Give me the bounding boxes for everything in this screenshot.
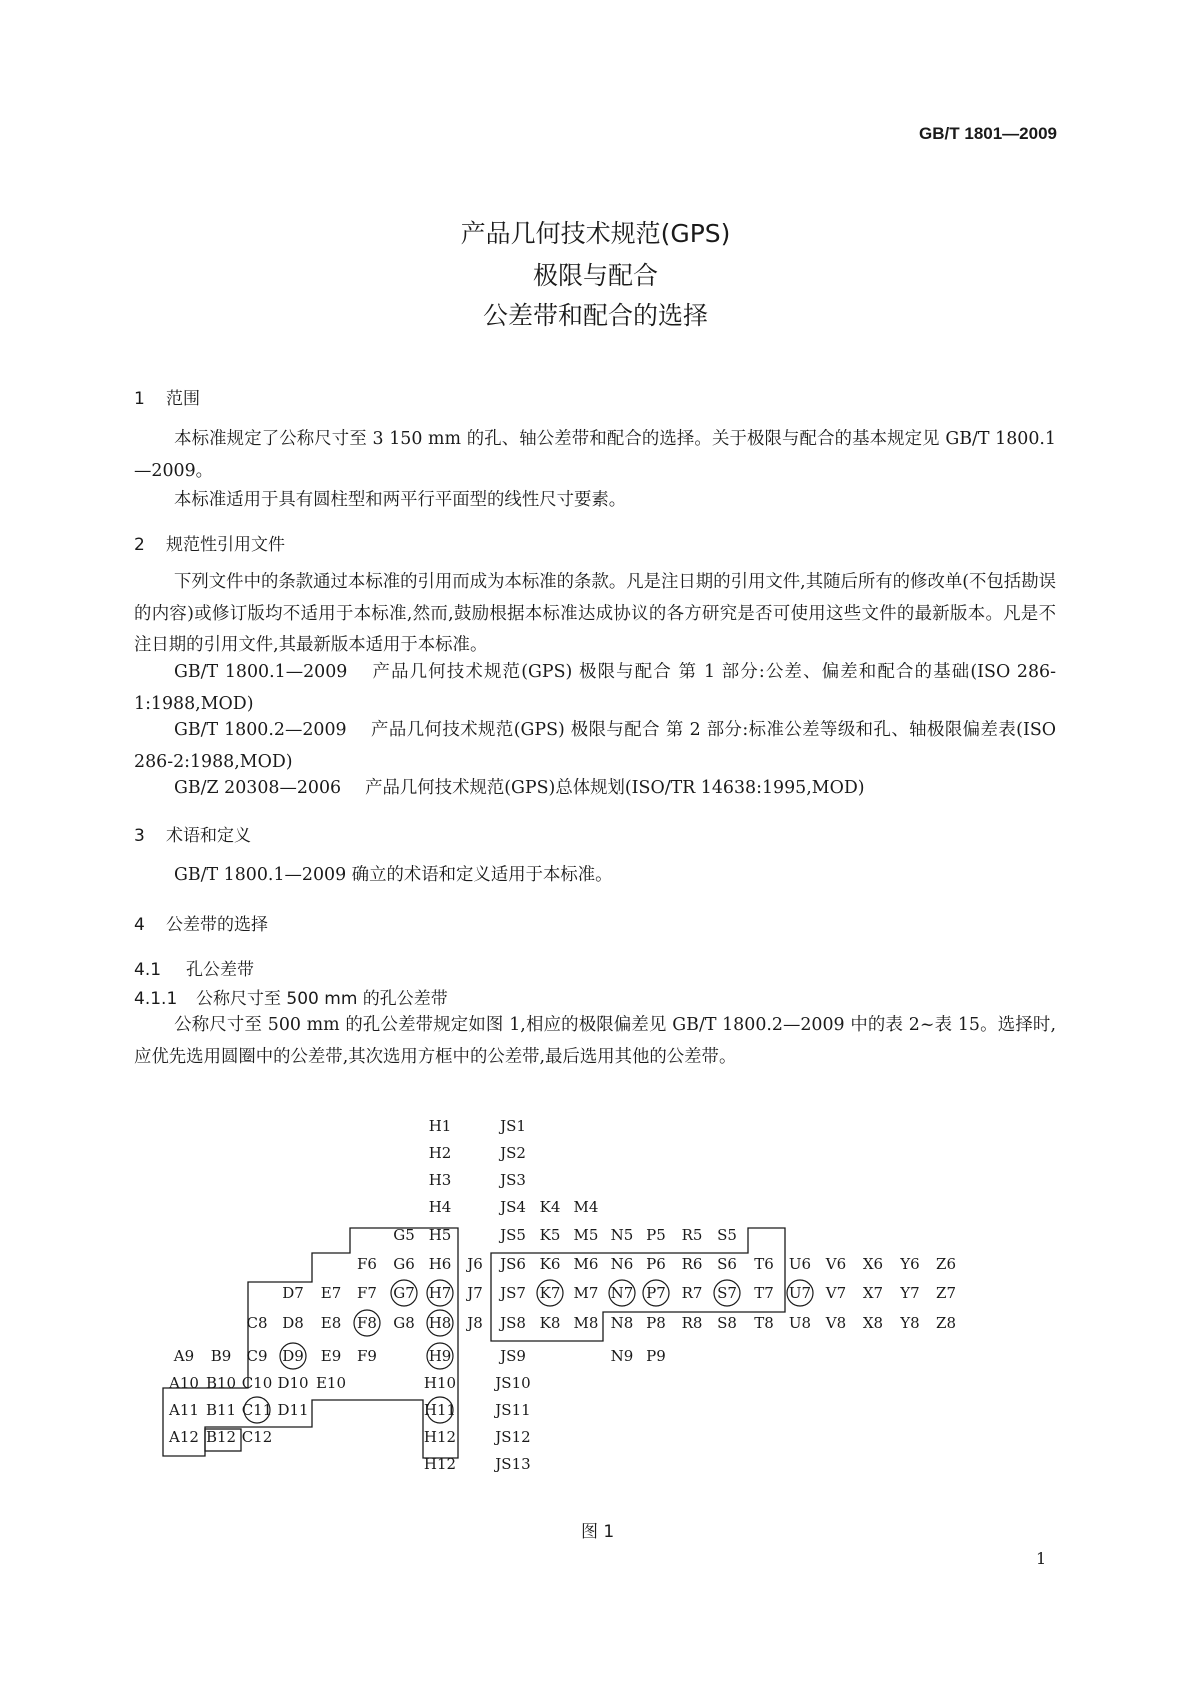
tolerance-zone-n5: N5: [610, 1226, 634, 1244]
preferred-zone-circle: [643, 1280, 669, 1306]
title-line-3: 公差带和配合的选择: [482, 301, 708, 330]
tolerance-zone-h3: H3: [428, 1171, 452, 1189]
tolerance-zone-h12: H12: [423, 1428, 457, 1446]
tolerance-zone-v6: V6: [825, 1255, 847, 1273]
tolerance-zone-r7: R7: [681, 1284, 703, 1302]
paragraph-text: 下列文件中的条款通过本标准的引用而成为本标准的条款。凡是注日期的引用文件,其随后所有的修改单(不包括勘误的内容)或修订版均不适用于本标准,然而,鼓励根据本标准达成协议的各方研究是否可使用这些文件的最新版本。凡是不注日期的引用文件,其最新版本适用于本标准。: [134, 572, 1056, 655]
tolerance-zone-g7: G7: [393, 1284, 415, 1302]
title-line-1: 产品几何技术规范(GPS): [460, 219, 731, 248]
tolerance-zone-g8: G8: [393, 1314, 415, 1332]
tolerance-zone-js9: JS9: [500, 1347, 526, 1365]
tolerance-zone-r6: R6: [681, 1255, 703, 1273]
preferred-zone-circle: [244, 1397, 270, 1423]
title-line-2: 极限与配合: [532, 261, 658, 290]
tolerance-zone-h2: H2: [428, 1144, 452, 1162]
tolerance-zone-h11: H11: [423, 1401, 457, 1419]
tolerance-zone-js11: JS11: [495, 1401, 531, 1419]
tolerance-zone-js12: JS12: [495, 1428, 531, 1446]
tolerance-zone-v8: V8: [825, 1314, 847, 1332]
standard-code: GB/T 1801—2009: [919, 124, 1057, 143]
section-number: 4.1.1: [134, 989, 178, 1009]
tolerance-zone-u8: U8: [788, 1314, 812, 1332]
section-2-paragraph-1: [134, 567, 1056, 662]
reference-code: GB/T 1800.2—2009: [174, 720, 347, 740]
tolerance-zone-z6: Z6: [936, 1255, 956, 1273]
tolerance-zone-v7: V7: [825, 1284, 847, 1302]
tolerance-zone-c12: C12: [241, 1428, 273, 1446]
tolerance-zone-e8: E8: [320, 1314, 342, 1332]
tolerance-zone-p7: P7: [646, 1284, 666, 1302]
tolerance-zone-js5: JS5: [500, 1226, 526, 1244]
secondary-zone-frame: [205, 1429, 241, 1451]
tolerance-zone-js13: JS13: [495, 1455, 531, 1473]
figure-caption: 图 1: [581, 1522, 615, 1542]
tolerance-zone-d11: D11: [277, 1401, 309, 1419]
preferred-zone-circle: [427, 1310, 453, 1336]
tolerance-zone-d9: D9: [282, 1347, 304, 1365]
tolerance-zone-r8: R8: [681, 1314, 703, 1332]
tolerance-zone-u6: U6: [788, 1255, 812, 1273]
section-number: 2: [134, 535, 145, 555]
tolerance-zone-t8: T8: [754, 1314, 774, 1332]
reference-item: [134, 773, 1056, 805]
secondary-zone-frame: [491, 1228, 785, 1341]
preferred-zone-circle: [787, 1280, 813, 1306]
tolerance-zone-js4: JS4: [500, 1198, 526, 1216]
tolerance-zone-g5: G5: [393, 1226, 415, 1244]
tolerance-zone-j7: J7: [467, 1284, 483, 1302]
tolerance-zone-h9: H9: [428, 1347, 452, 1365]
tolerance-zone-u7: U7: [788, 1284, 812, 1302]
tolerance-zone-p6: P6: [646, 1255, 666, 1273]
tolerance-zone-js6: JS6: [500, 1255, 526, 1273]
section-1-paragraph-1: [134, 424, 1056, 487]
tolerance-zone-j6: J6: [467, 1255, 483, 1273]
tolerance-zone-p8: P8: [646, 1314, 666, 1332]
reference-code: GB/Z 20308—2006: [174, 778, 342, 798]
section-title: 术语和定义: [166, 826, 251, 846]
tolerance-zone-z7: Z7: [936, 1284, 956, 1302]
tolerance-zone-k6: K6: [539, 1255, 561, 1273]
preferred-zone-circle: [427, 1280, 453, 1306]
tolerance-zone-a11: A11: [169, 1401, 199, 1419]
tolerance-zone-t7: T7: [754, 1284, 774, 1302]
section-3-paragraph-1: [134, 860, 1056, 892]
tolerance-zone-js7: JS7: [500, 1284, 526, 1302]
tolerance-zone-d7: D7: [282, 1284, 304, 1302]
section-4-1-1-heading: [134, 984, 448, 1009]
section-2-heading: [134, 530, 285, 555]
tolerance-zone-f6: F6: [357, 1255, 377, 1273]
section-number: 1: [134, 389, 145, 409]
tolerance-zone-t6: T6: [754, 1255, 774, 1273]
section-4-1-1-paragraph-1: [134, 1010, 1056, 1073]
tolerance-zone-js10: JS10: [495, 1374, 531, 1392]
section-title: 孔公差带: [186, 960, 254, 980]
reference-item: [134, 657, 1056, 720]
tolerance-zone-s7: S7: [717, 1284, 737, 1302]
preferred-zone-circle: [537, 1280, 563, 1306]
preferred-zone-circle: [280, 1343, 306, 1369]
tolerance-zone-js3: JS3: [500, 1171, 526, 1189]
tolerance-zone-d8: D8: [282, 1314, 304, 1332]
tolerance-zone-f7: F7: [357, 1284, 377, 1302]
tolerance-zone-f9: F9: [357, 1347, 377, 1365]
paragraph-text: 公称尺寸至 500 mm 的孔公差带规定如图 1,相应的极限偏差见 GB/T 1800.2—2009 中的表 2~表 15。选择时,应优先选用圆圈中的公差带,其次选用方框中的公差带,最后选用其他的公差带。: [134, 1015, 1056, 1067]
tolerance-zone-y6: Y6: [900, 1255, 920, 1273]
reference-title: 产品几何技术规范(GPS)总体规划(ISO/TR 14638:1995,MOD): [365, 778, 865, 798]
tolerance-zone-e9: E9: [320, 1347, 342, 1365]
secondary-zone-frame: [163, 1228, 458, 1458]
paragraph-text: 本标准规定了公称尺寸至 3 150 mm 的孔、轴公差带和配合的选择。关于极限与配合的基本规定见 GB/T 1800.1—2009。: [134, 429, 1056, 481]
tolerance-zone-x7: X7: [862, 1284, 884, 1302]
tolerance-zone-a10: A10: [169, 1374, 199, 1392]
preferred-zone-circle: [427, 1397, 453, 1423]
section-number: 3: [134, 826, 145, 846]
tolerance-zone-h6: H6: [428, 1255, 452, 1273]
tolerance-zone-g6: G6: [393, 1255, 415, 1273]
tolerance-zone-b9: B9: [210, 1347, 232, 1365]
tolerance-zone-h10: H10: [423, 1374, 457, 1392]
tolerance-zone-x6: X6: [862, 1255, 884, 1273]
preferred-zone-circle: [354, 1310, 380, 1336]
tolerance-zone-js1: JS1: [500, 1117, 526, 1135]
tolerance-zone-h4: H4: [428, 1198, 452, 1216]
section-number: 4: [134, 915, 145, 935]
tolerance-zone-k7: K7: [539, 1284, 561, 1302]
section-number: 4.1: [134, 960, 162, 980]
tolerance-zone-j8: J8: [467, 1314, 483, 1332]
tolerance-zone-a9: A9: [173, 1347, 195, 1365]
tolerance-zone-a12: A12: [169, 1428, 199, 1446]
tolerance-zone-js2: JS2: [500, 1144, 526, 1162]
tolerance-zone-b10: B10: [205, 1374, 237, 1392]
tolerance-zone-c10: C10: [241, 1374, 273, 1392]
tolerance-zone-e10: E10: [315, 1374, 347, 1392]
tolerance-zone-h8: H8: [428, 1314, 452, 1332]
tolerance-zone-m5: M5: [573, 1226, 599, 1244]
section-4-1-heading: [134, 955, 254, 980]
tolerance-zone-e7: E7: [320, 1284, 342, 1302]
tolerance-zone-b11: B11: [205, 1401, 237, 1419]
tolerance-zone-h7: H7: [428, 1284, 452, 1302]
section-3-heading: [134, 821, 251, 846]
tolerance-zone-s8: S8: [717, 1314, 737, 1332]
section-title: 规范性引用文件: [166, 535, 285, 555]
preferred-zone-circle: [391, 1280, 417, 1306]
tolerance-zone-f8: F8: [357, 1314, 377, 1332]
tolerance-zone-z8: Z8: [936, 1314, 956, 1332]
tolerance-zone-p5: P5: [646, 1226, 666, 1244]
tolerance-zone-h1: H1: [428, 1117, 452, 1135]
tolerance-zone-d10: D10: [277, 1374, 309, 1392]
reference-code: GB/T 1800.1—2009: [174, 662, 348, 682]
section-1-paragraph-2: [134, 485, 1056, 517]
section-title: 公差带的选择: [166, 915, 268, 935]
preferred-zone-circle: [609, 1280, 635, 1306]
tolerance-zone-y7: Y7: [900, 1284, 920, 1302]
tolerance-zone-m7: M7: [573, 1284, 599, 1302]
paragraph-text: 本标准适用于具有圆柱型和两平行平面型的线性尺寸要素。: [174, 490, 627, 510]
tolerance-zone-x8: X8: [862, 1314, 884, 1332]
section-1-heading: [134, 384, 200, 409]
section-4-heading: [134, 910, 268, 935]
tolerance-zone-c8: C8: [246, 1314, 268, 1332]
section-title: 公称尺寸至 500 mm 的孔公差带: [196, 989, 448, 1009]
paragraph-text: GB/T 1800.1—2009 确立的术语和定义适用于本标准。: [174, 865, 613, 885]
tolerance-zone-b12: B12: [205, 1428, 237, 1446]
tolerance-zone-h5: H5: [428, 1226, 452, 1244]
tolerance-zone-y8: Y8: [900, 1314, 920, 1332]
tolerance-zone-s5: S5: [717, 1226, 737, 1244]
tolerance-zone-js8: JS8: [500, 1314, 526, 1332]
tolerance-zone-h12: H12: [423, 1455, 457, 1473]
tolerance-zone-c9: C9: [246, 1347, 268, 1365]
preferred-zone-circle: [427, 1343, 453, 1369]
tolerance-zone-k5: K5: [539, 1226, 561, 1244]
reference-title: 产品几何技术规范(GPS) 极限与配合 第 2 部分:标准公差等级和孔、轴极限偏差表(ISO 286-2:1988,MOD): [134, 720, 1056, 772]
tolerance-zone-m8: M8: [573, 1314, 599, 1332]
tolerance-zone-k4: K4: [539, 1198, 561, 1216]
section-title: 范围: [166, 389, 200, 409]
tolerance-zone-r5: R5: [681, 1226, 703, 1244]
reference-title: 产品几何技术规范(GPS) 极限与配合 第 1 部分:公差、偏差和配合的基础(ISO 286-1:1988,MOD): [134, 662, 1056, 714]
tolerance-zone-n7: N7: [610, 1284, 634, 1302]
tolerance-zone-n8: N8: [610, 1314, 634, 1332]
page-number: 1: [1036, 1549, 1047, 1568]
tolerance-zone-k8: K8: [539, 1314, 561, 1332]
preferred-zone-circle: [714, 1280, 740, 1306]
tolerance-zone-s6: S6: [717, 1255, 737, 1273]
tolerance-zone-n9: N9: [610, 1347, 634, 1365]
reference-item: [134, 715, 1056, 778]
tolerance-zone-p9: P9: [646, 1347, 666, 1365]
tolerance-zone-c11: C11: [241, 1401, 273, 1419]
tolerance-zone-n6: N6: [610, 1255, 634, 1273]
tolerance-zone-m4: M4: [573, 1198, 599, 1216]
tolerance-zone-m6: M6: [573, 1255, 599, 1273]
